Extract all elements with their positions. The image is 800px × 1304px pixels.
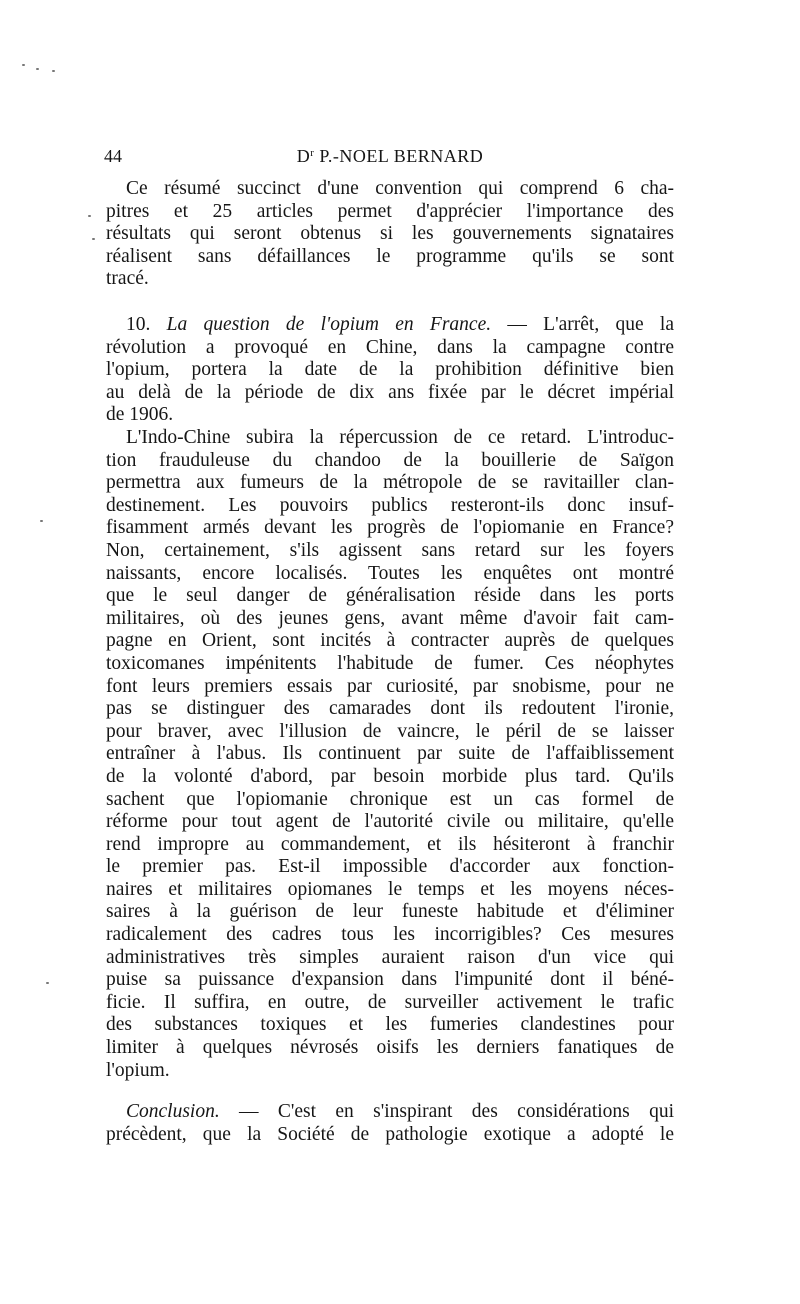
scan-speck [52,70,55,72]
text-line: radicalement des cadres tous les incorrigibles? Ces mesures [106,924,674,946]
scan-speck [88,215,91,217]
text-line: précèdent, que la Société de pathologie exotique a adopté le [106,1123,674,1145]
text-line: militaires, où des jeunes gens, avant même d'avoir fait cam- [106,607,674,629]
text-line: tion frauduleuse du chandoo de la bouillerie de Saïgon [106,449,674,471]
text-line: rend impropre au commandement, et ils hésiteront à franchir [106,833,674,855]
text-line: des substances toxiques et les fumeries clandestines pour [106,1014,674,1036]
author-prefix: D [296,146,311,166]
scan-speck [22,64,25,66]
author-name: P.-NOEL BERNARD [314,146,484,166]
text-line: résultats qui seront obtenus si les gouvernements signataires [106,223,674,245]
text-line: saires à la guérison de leur funeste habitude et d'éliminer [106,901,674,923]
text-line: font leurs premiers essais par curiosité, par snobisme, pour ne [106,675,674,697]
paragraph-summary [106,178,674,291]
text-line: entraîner à l'abus. Ils continuent par suite de l'affaiblissement [106,743,674,765]
scan-speck [40,520,43,522]
text-line: naires et militaires opiomanes le temps et les moyens néces- [106,878,674,900]
text-line: au delà de la période de dix ans fixée par le décret impérial [106,381,674,403]
text-line: limiter à quelques névrosés oisifs les derniers fanatiques de [106,1037,674,1059]
paragraph-section-10 [106,314,674,427]
text-line: administratives très simples auraient raison d'un vice qui [106,946,674,968]
text-run: — L'arrêt, que la [491,314,674,335]
section-heading-line [106,314,674,337]
text-line: toxicomanes impénitents l'habitude de fumer. Ces néophytes [106,652,674,674]
running-title [100,146,680,167]
text-line: réalisent sans défaillances le programme qu'ils se sont [106,245,674,267]
text-line: tracé. [106,268,149,290]
text-line: révolution a provoqué en Chine, dans la campagne contre [106,336,674,358]
scan-speck [92,238,95,240]
text-line: que le seul danger de généralisation réside dans les ports [106,585,674,607]
text-line: Ce résumé succinct d'une convention qui comprend 6 cha- [126,178,674,199]
text-line: ficie. Il suffira, en outre, de surveiller activement le trafic [106,991,674,1013]
author-prefix-sup: r [310,147,315,159]
scan-speck [36,68,39,70]
conclusion-heading-line [106,1101,674,1124]
text-line: de la volonté d'abord, par besoin morbide plus tard. Qu'ils [106,765,674,787]
text-line: Non, certainement, s'ils agissent sans retard sur les foyers [106,539,674,561]
text-line: pour braver, avec l'illusion de vaincre, le péril de se laisser [106,720,674,742]
text-line: fisamment armés devant les progrès de l'opiomanie en France? [106,517,674,539]
text-line: le premier pas. Est-il impossible d'accorder aux fonction- [106,856,674,878]
text-line: réforme pour tout agent de l'autorité civile ou militaire, qu'elle [106,811,674,833]
text-line: l'opium, portera la date de la prohibition définitive bien [106,359,674,381]
conclusion-label: Conclusion. [126,1101,220,1122]
text-line: destinement. Les pouvoirs publics resteront-ils donc insuf- [106,494,674,516]
section-title: La question de l'opium en France. [166,314,492,335]
page-number: 44 [104,146,122,166]
text-line: pitres et 25 articles permet d'apprécier l'importance des [106,200,674,222]
text-line: permettra aux fumeurs de la métropole de se ravitailler clan- [106,472,674,494]
text-line: L'Indo-Chine subira la répercussion de ce retard. L'introduc- [126,427,674,448]
section-number: 10. [126,314,151,335]
text-line: l'opium. [106,1059,170,1081]
text-line: sachent que l'opiomanie chronique est un cas formel de [106,788,674,810]
text-line: puise sa puissance d'expansion dans l'impunité dont il béné- [106,969,674,991]
text-line: pagne en Orient, sont incités à contracter auprès de quelques [106,630,674,652]
paragraph-conclusion [106,1101,674,1146]
text-line: de 1906. [106,404,174,426]
running-header [100,140,680,170]
scan-speck [46,982,49,984]
paragraph-indochina [106,427,674,1082]
text-run: — C'est en s'inspirant des considérations qui [219,1101,674,1122]
text-line: pas se distinguer des camarades dont ils redoutent l'ironie, [106,698,674,720]
text-line: naissants, encore localisés. Toutes les enquêtes ont montré [106,562,674,584]
